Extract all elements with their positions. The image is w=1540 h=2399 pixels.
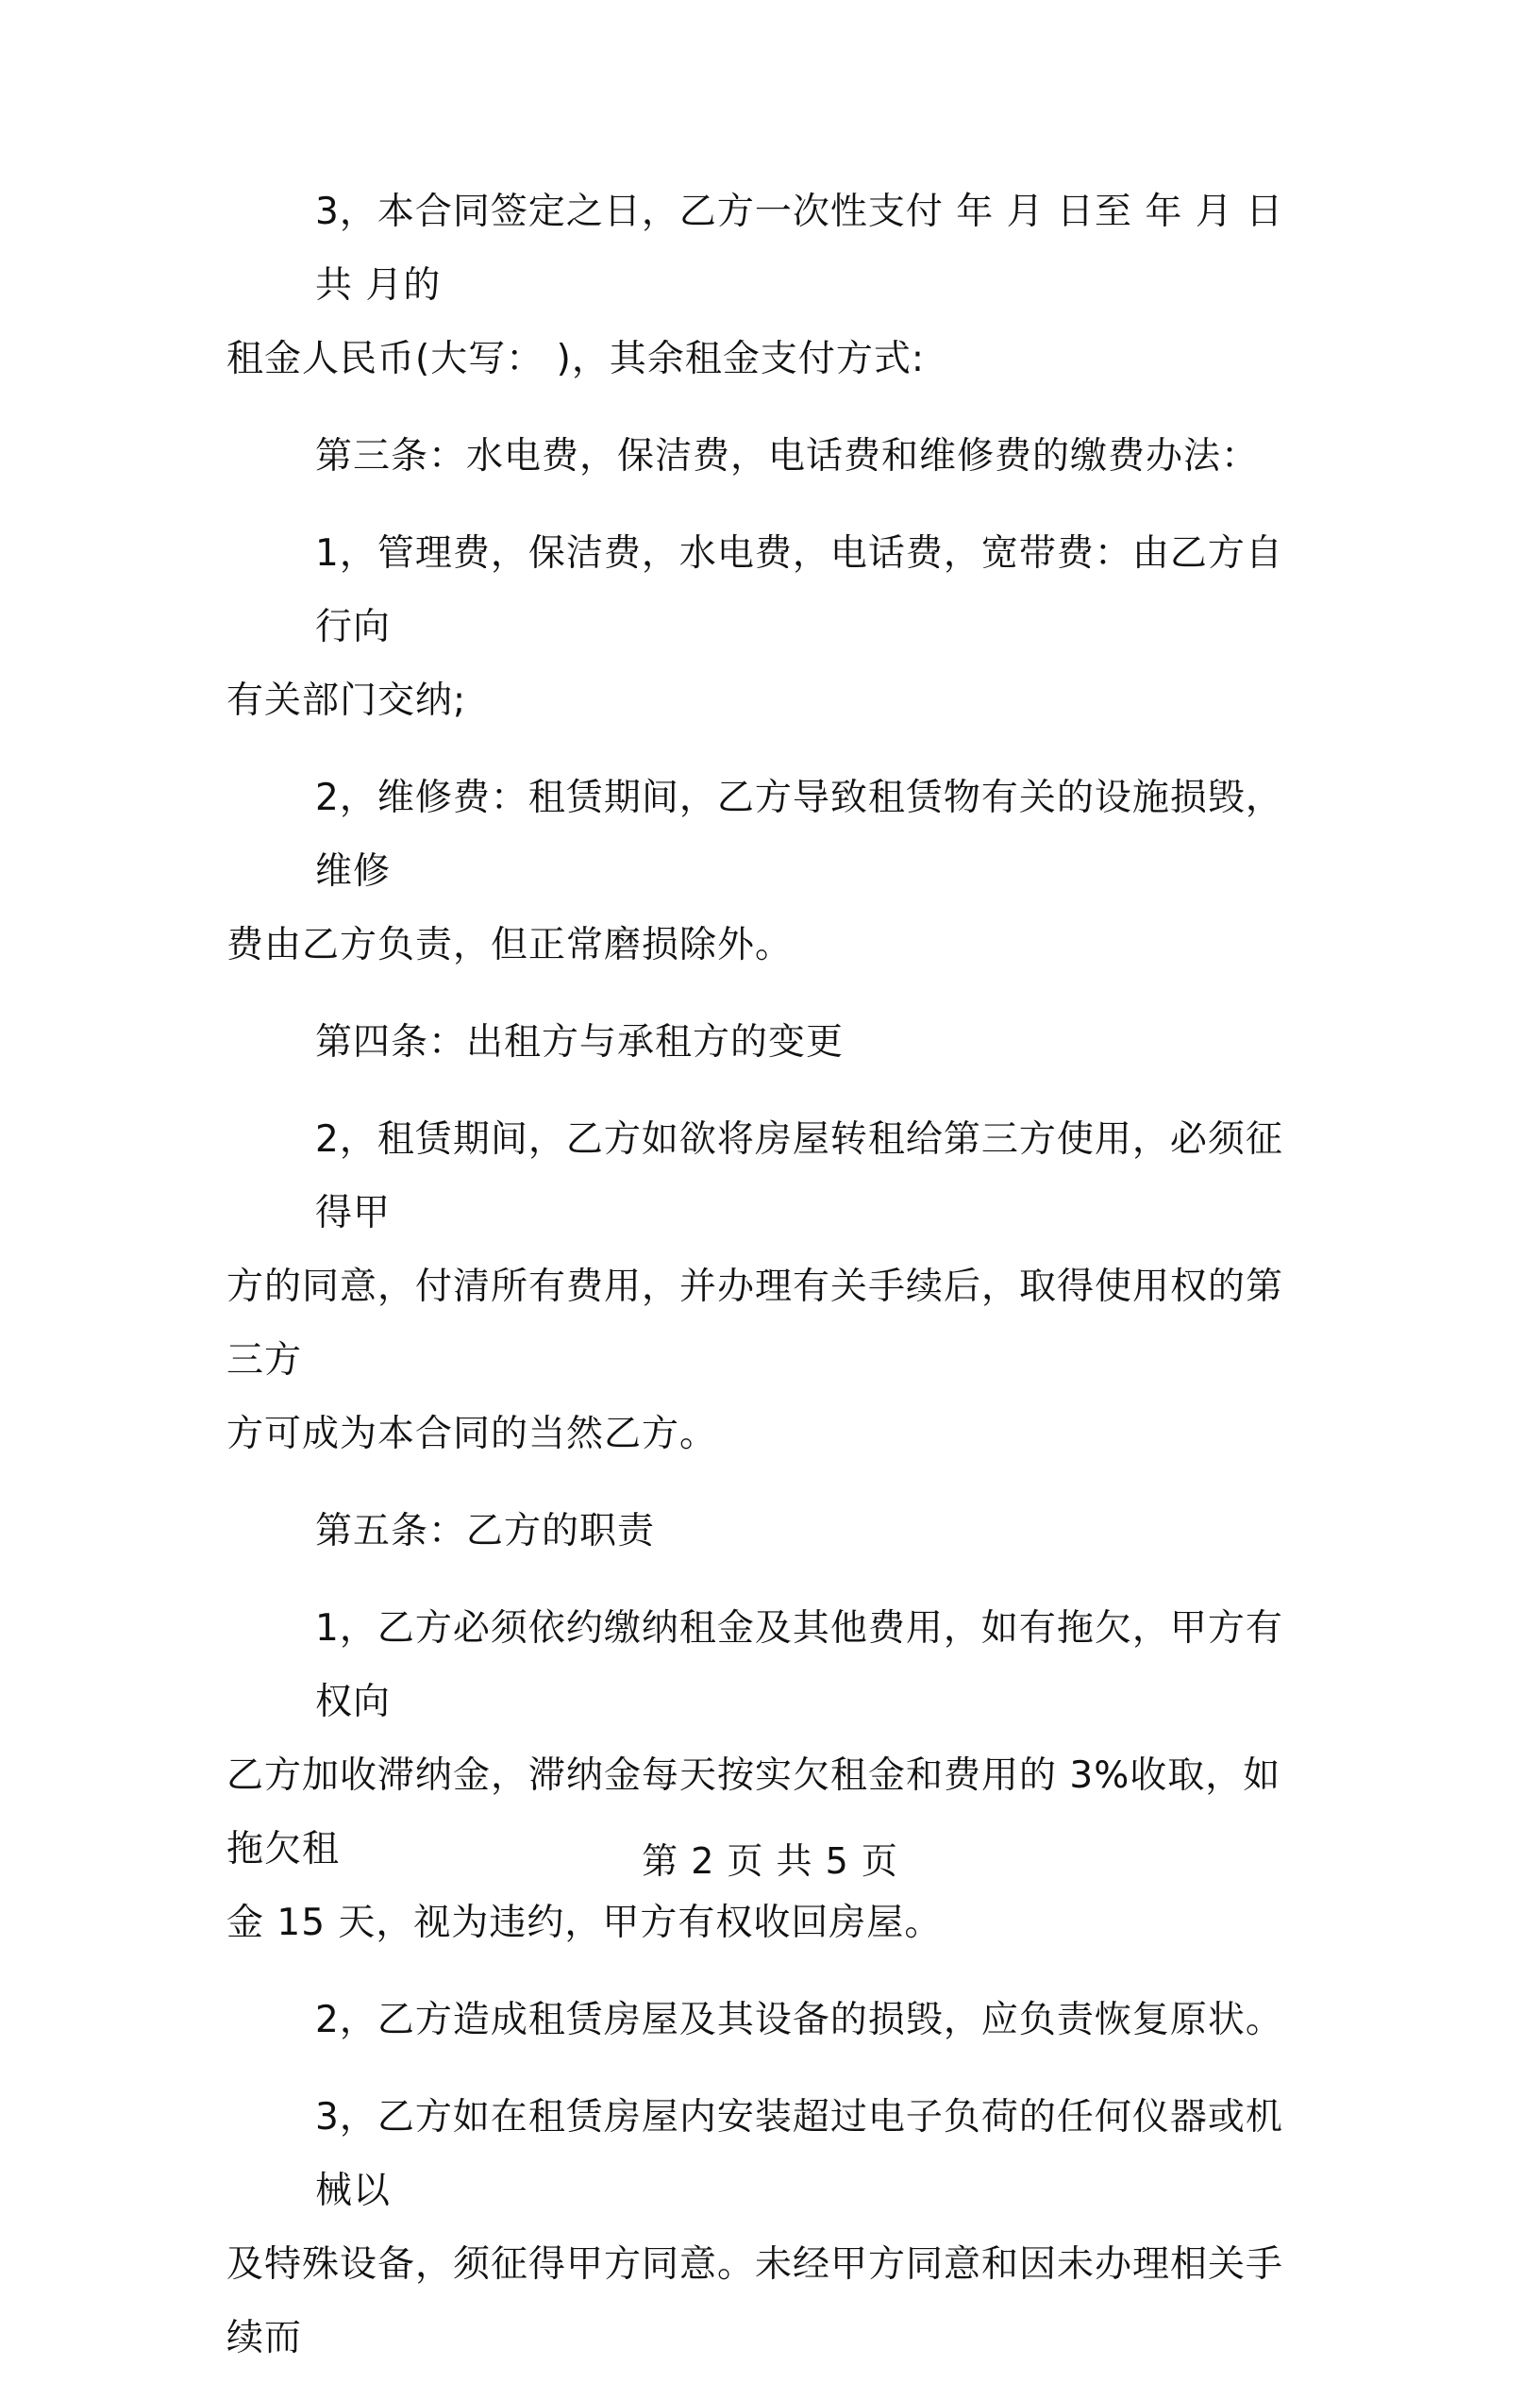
text-line: 1，乙方必须依约缴纳租金及其他费用，如有拖欠，甲方有权向: [315, 1607, 1283, 1723]
article-five-heading: [226, 1495, 1312, 1569]
text-line: 3，乙方如在租赁房屋内安装超过电子负荷的任何仪器或机械以: [315, 2096, 1283, 2212]
article-three-heading: [226, 420, 1312, 494]
text-line: 及特殊设备，须征得甲方同意。未经甲方同意和因未办理相关手续而: [226, 2243, 1284, 2359]
clause-rent-payment: [226, 176, 1312, 396]
page-number-footer: 第 2 页 共 5 页: [642, 1840, 898, 1882]
text-line: 租金人民币(大写： )，其余租金支付方式:: [226, 338, 925, 380]
clause-late-payment: [226, 1592, 1312, 1960]
text-line: 第五条：乙方的职责: [315, 1510, 656, 1552]
clause-equipment-installation: [226, 2081, 1312, 2375]
clause-maintenance-fees: [226, 762, 1312, 982]
text-line: 方的同意，付清所有费用，并办理有关手续后，取得使用权的第三方: [226, 1266, 1284, 1382]
text-line: 乙方加收滞纳金，滞纳金每天按实欠租金和费用的 3%收取，如拖欠租: [226, 1754, 1281, 1871]
text-line: 方可成为本合同的当然乙方。: [226, 1413, 718, 1455]
article-four-heading: [226, 1006, 1312, 1080]
clause-sublease: [226, 1103, 1312, 1471]
text-line: 2，乙方造成租赁房屋及其设备的损毁，应负责恢复原状。: [315, 1999, 1283, 2041]
document-body: [226, 176, 1312, 2399]
text-line: 1，管理费，保洁费，水电费，电话费，宽带费：由乙方自行向: [315, 532, 1283, 648]
clause-management-fees: [226, 517, 1312, 738]
text-line: 有关部门交纳;: [226, 679, 467, 722]
text-line: 第三条：水电费，保洁费，电话费和维修费的缴费办法：: [315, 435, 1260, 478]
text-line: 2，租赁期间，乙方如欲将房屋转租给第三方使用，必须征得甲: [315, 1118, 1283, 1234]
text-line: 费由乙方负责，但正常磨损除外。: [226, 924, 794, 966]
text-line: 第四条：出租方与承租方的变更: [315, 1021, 845, 1064]
text-line: 2，维修费：租赁期间，乙方导致租赁物有关的设施损毁，维修: [315, 777, 1283, 893]
text-line: 金 15 天，视为违约，甲方有权收回房屋。: [226, 1902, 943, 1944]
text-line: 3，本合同签定之日，乙方一次性支付 年 月 日至 年 月 日共 月的: [315, 191, 1284, 307]
clause-damage-restoration: [226, 1984, 1312, 2057]
